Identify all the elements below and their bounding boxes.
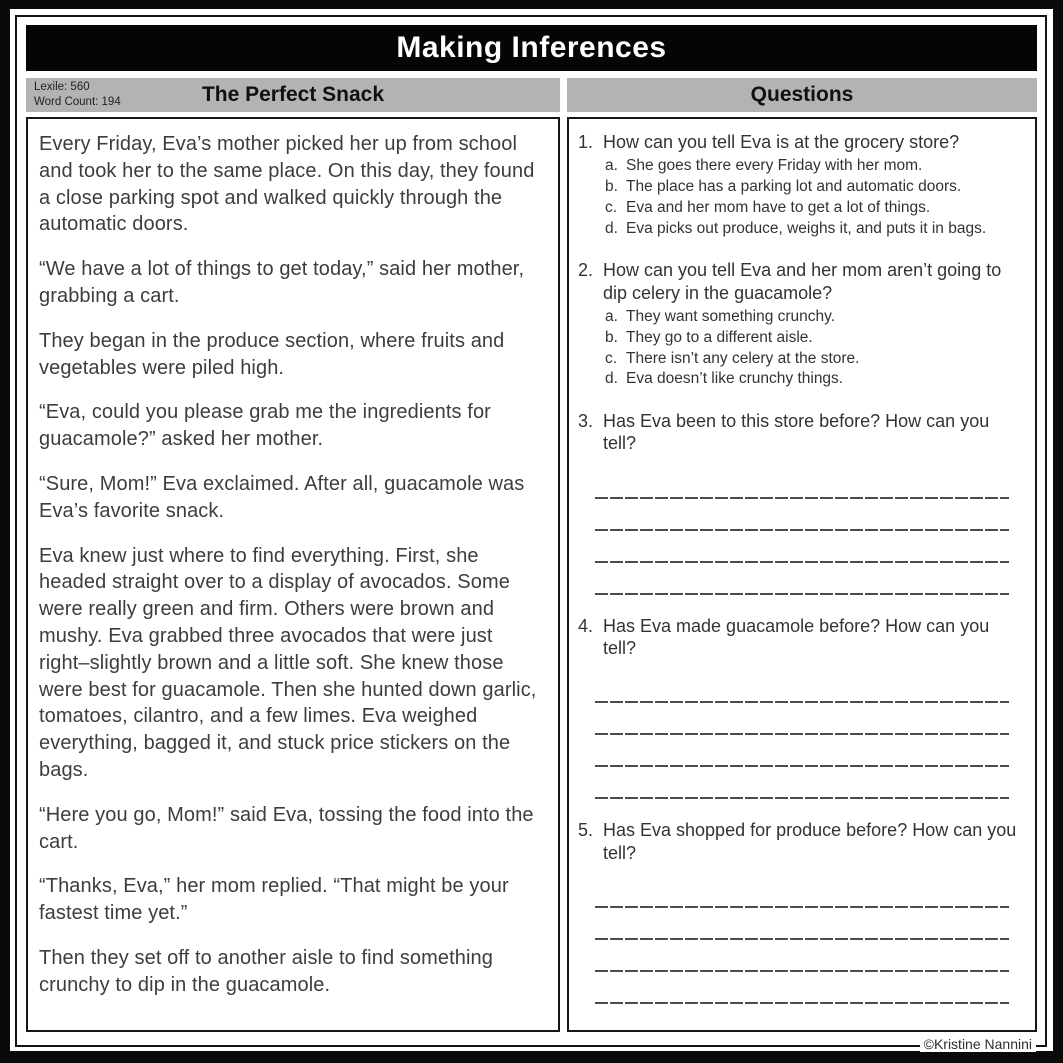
passage-paragraph: Then they set off to another aisle to find something crunchy to dip in the guacamole. (39, 946, 493, 996)
answer-line[interactable] (595, 908, 1009, 940)
question-item-3 (578, 410, 1019, 595)
option-b (605, 177, 1019, 198)
answer-lines (595, 671, 1009, 799)
option-letter: a. (605, 157, 618, 175)
option-text: Eva and her mom have to get a lot of things. (626, 198, 931, 216)
questions-header-bar (567, 78, 1037, 112)
answer-line[interactable] (595, 767, 1009, 799)
question-head (578, 410, 1019, 455)
options-list (605, 307, 1019, 390)
questions-column (567, 78, 1037, 1032)
question-item-4 (578, 615, 1019, 800)
question-text: How can you tell Eva is at the grocery store? (603, 132, 960, 152)
lexile-label: Lexile: 560 (34, 81, 90, 94)
option-letter: b. (605, 328, 618, 346)
question-number: 2. (578, 260, 594, 281)
passage-paragraph: Every Friday, Eva’s mother picked her up from school and took her to the same place. On this day, they found a close parking spot and walked quickly through the automatic doors. (39, 133, 535, 236)
questions-box (567, 117, 1037, 1032)
passage-paragraph: “Sure, Mom!” Eva exclaimed. After all, guacamole was Eva’s favorite snack. (39, 472, 525, 522)
lexile-block (34, 80, 121, 110)
answer-line[interactable] (595, 940, 1009, 972)
question-item-1 (578, 131, 1019, 239)
passage-paragraph: “We have a lot of things to get today,” said her mother, grabbing a cart. (39, 258, 525, 307)
passage-paragraph: “Thanks, Eva,” her mom replied. “That might be your fastest time yet.” (39, 875, 509, 925)
title-banner (26, 25, 1037, 71)
option-text: The place has a parking lot and automatic doors. (626, 178, 962, 196)
question-number: 5. (578, 820, 594, 841)
question-item-2 (578, 259, 1019, 390)
questions-title: Questions (750, 83, 854, 106)
option-b (605, 328, 1019, 349)
option-d (605, 219, 1019, 240)
answer-line[interactable] (595, 563, 1009, 595)
columns-row (26, 78, 1037, 1032)
option-text: They go to a different aisle. (626, 328, 813, 346)
answer-lines (595, 467, 1009, 595)
option-text: Eva doesn’t like crunchy things. (626, 370, 844, 388)
passage-paragraph: “Eva, could you please grab me the ingredients for guacamole?” asked her mother. (39, 401, 491, 451)
answer-line[interactable] (595, 876, 1009, 908)
passage-column (26, 78, 560, 1032)
question-head (578, 819, 1019, 864)
option-letter: b. (605, 178, 618, 196)
option-letter: a. (605, 308, 618, 325)
question-number: 1. (578, 132, 594, 152)
question-text: Has Eva made guacamole before? How can you tell? (603, 615, 990, 658)
question-head (578, 259, 1019, 304)
passage-paragraph: “Here you go, Mom!” said Eva, tossing the food into the cart. (39, 803, 534, 853)
option-text: There isn’t any celery at the store. (626, 349, 860, 367)
option-a (605, 307, 1019, 328)
option-text: Eva picks out produce, weighs it, and puts it in bags. (626, 219, 987, 237)
passage-paragraph: Eva knew just where to find everything. First, she headed straight over to a display of avocados. Some were really green and firm. Others were brown and mushy. Eva grabbed three avocados that were just right–slightly brown and a little soft. She knew those were best for guacamole. Then she hunted down garlic, tomatoes, cilantro, and a few limes. Eva weighed everything, bagged it, and stuck price stickers on the bags. (39, 544, 537, 781)
option-text: They want something crunchy. (626, 308, 836, 325)
question-item-5 (578, 819, 1019, 1004)
answer-line[interactable] (595, 972, 1009, 1004)
passage-paragraph: They began in the produce section, where fruits and vegetables were piled high. (39, 329, 505, 379)
option-d (605, 369, 1019, 390)
answer-line[interactable] (595, 703, 1009, 735)
answer-line[interactable] (595, 735, 1009, 767)
question-head (578, 615, 1019, 660)
option-letter: d. (605, 219, 618, 237)
option-letter: d. (605, 370, 618, 388)
option-letter: c. (605, 349, 618, 367)
answer-line[interactable] (595, 671, 1009, 703)
option-c (605, 349, 1019, 370)
question-number: 3. (578, 411, 594, 432)
question-number: 4. (578, 615, 594, 636)
passage-box (26, 117, 560, 1032)
option-letter: c. (605, 198, 618, 216)
worksheet-page (26, 25, 1037, 1032)
question-text: Has Eva shopped for produce before? How can you tell? (603, 820, 1017, 863)
answer-line[interactable] (595, 499, 1009, 531)
option-a (605, 156, 1019, 177)
page-title: Making Inferences (396, 31, 667, 64)
option-c (605, 198, 1019, 219)
footer-credit: ©Kristine Nannini (920, 1036, 1036, 1052)
question-head (578, 131, 1019, 153)
option-text: She goes there every Friday with her mom. (626, 157, 923, 175)
answer-line[interactable] (595, 467, 1009, 499)
passage-title: The Perfect Snack (201, 83, 385, 106)
word-count-label: Word Count: 194 (34, 96, 121, 108)
passage-header-bar (26, 78, 560, 112)
answer-line[interactable] (595, 531, 1009, 563)
answer-lines (595, 876, 1009, 1004)
options-list (605, 156, 1019, 239)
question-text: How can you tell Eva and her mom aren’t going to dip celery in the guacamole? (603, 260, 1002, 303)
question-text: Has Eva been to this store before? How can you tell? (603, 411, 990, 454)
